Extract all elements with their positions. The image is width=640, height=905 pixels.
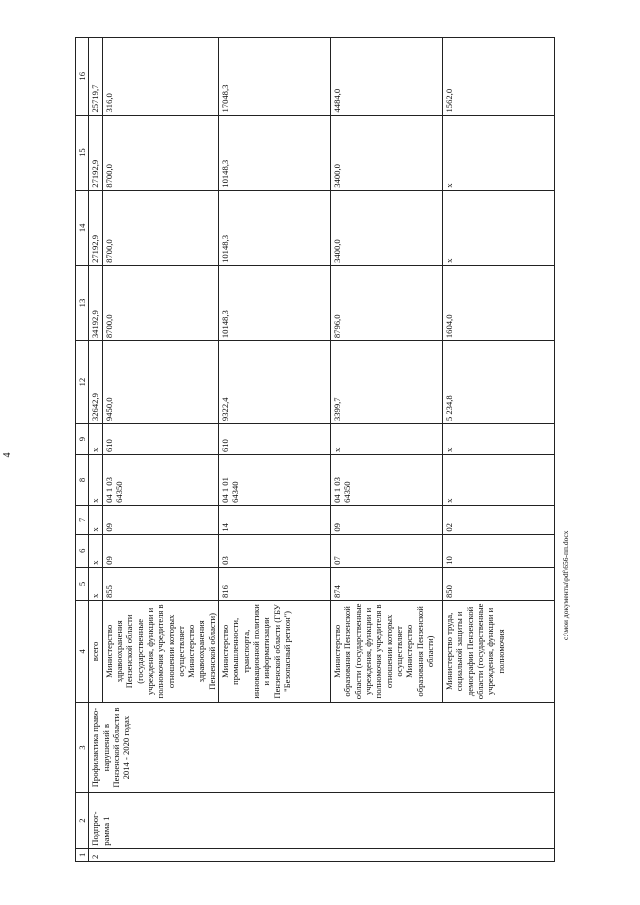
cell: 5 234,8 [443,341,555,424]
row-number: 2 [89,848,555,861]
cell: x [89,424,102,455]
col-header: 14 [76,190,89,265]
cell: x [443,190,555,265]
cell: 3400,0 [331,115,443,190]
cell: 8700,0 [102,265,218,340]
cell: 09 [102,534,218,567]
cell: 04 1 03 64350 [102,455,218,506]
subprogram-name: Подпрог-рамма 1 [89,793,555,848]
cell: 610 [219,424,331,455]
executor-cell: всего [89,601,102,703]
executor-cell: Министерство образования Пензенской области (государственные учреждения, функции и полномочия учредителя в отношении которых осуществляет Министерство образования Пензенской области) [331,601,443,703]
cell: 1562,0 [443,38,555,116]
col-header: 8 [76,455,89,506]
cell: 10 [443,534,555,567]
cell: 03 [219,534,331,567]
cell: 4484,0 [331,38,443,116]
cell: 02 [443,505,555,534]
executor-cell: Министерство труда, социальной защиты и демографии Пензенской области (государственные учреждения, функции и полномочия [443,601,555,703]
cell: x [89,534,102,567]
table-row [89,38,102,862]
cell: x [89,567,102,600]
cell: 874 [331,567,443,600]
cell: x [89,505,102,534]
cell: 04 1 01 64340 [219,455,331,506]
subprogram-title: Профилактика право-нарушений в Пензенской области в 2014 - 2020 годах [89,702,555,793]
cell: 9450,0 [102,341,218,424]
cell: 07 [331,534,443,567]
cell: 3399,7 [331,341,443,424]
header-row [76,38,89,862]
col-header: 15 [76,115,89,190]
col-header: 5 [76,567,89,600]
executor-cell: Министерство промышленности, транспорта, инновационной политики и информатизации Пензенской области (ГБУ "Безопасный регион") [219,601,331,703]
cell: 9322,4 [219,341,331,424]
cell: 10148,3 [219,190,331,265]
footer-file-path: c:\мои документы\pdf\656-пп.docx [561,530,570,640]
col-header: 2 [76,793,89,848]
cell: x [331,424,443,455]
col-header: 13 [76,265,89,340]
cell: 850 [443,567,555,600]
col-header: 12 [76,341,89,424]
col-header: 6 [76,534,89,567]
cell: 27192,9 [89,190,102,265]
cell: 09 [331,505,443,534]
cell: 8700,0 [102,115,218,190]
table-stage [75,37,575,862]
cell: 8796,0 [331,265,443,340]
cell: x [443,115,555,190]
col-header: 1 [76,848,89,861]
cell: 10148,3 [219,115,331,190]
cell: 610 [102,424,218,455]
col-header: 7 [76,505,89,534]
executor-cell: Министерство здравоохранения Пензенской области (государственные учреждения, функции и полномочия учредителя в отношении которых осуществляет Министерство здравоохранения Пензенской области) [102,601,218,703]
page-number: 4 [2,452,13,458]
budget-table [75,37,555,862]
cell: 855 [102,567,218,600]
cell: 3400,0 [331,190,443,265]
cell: 10148,3 [219,265,331,340]
cell: 1604,0 [443,265,555,340]
cell: 17048,3 [219,38,331,116]
cell: 09 [102,505,218,534]
col-header: 3 [76,702,89,793]
cell: 34192,9 [89,265,102,340]
cell: 14 [219,505,331,534]
cell: 04 1 03 64350 [331,455,443,506]
col-header: 4 [76,601,89,703]
cell: 8700,0 [102,190,218,265]
cell: 27192,9 [89,115,102,190]
cell: x [443,424,555,455]
cell: 25719,7 [89,38,102,116]
rotated-table-wrapper [75,37,575,862]
cell: x [89,455,102,506]
cell: 32642,9 [89,341,102,424]
cell: x [443,455,555,506]
cell: 316,0 [102,38,218,116]
cell: 816 [219,567,331,600]
col-header: 16 [76,38,89,116]
col-header: 9 [76,424,89,455]
